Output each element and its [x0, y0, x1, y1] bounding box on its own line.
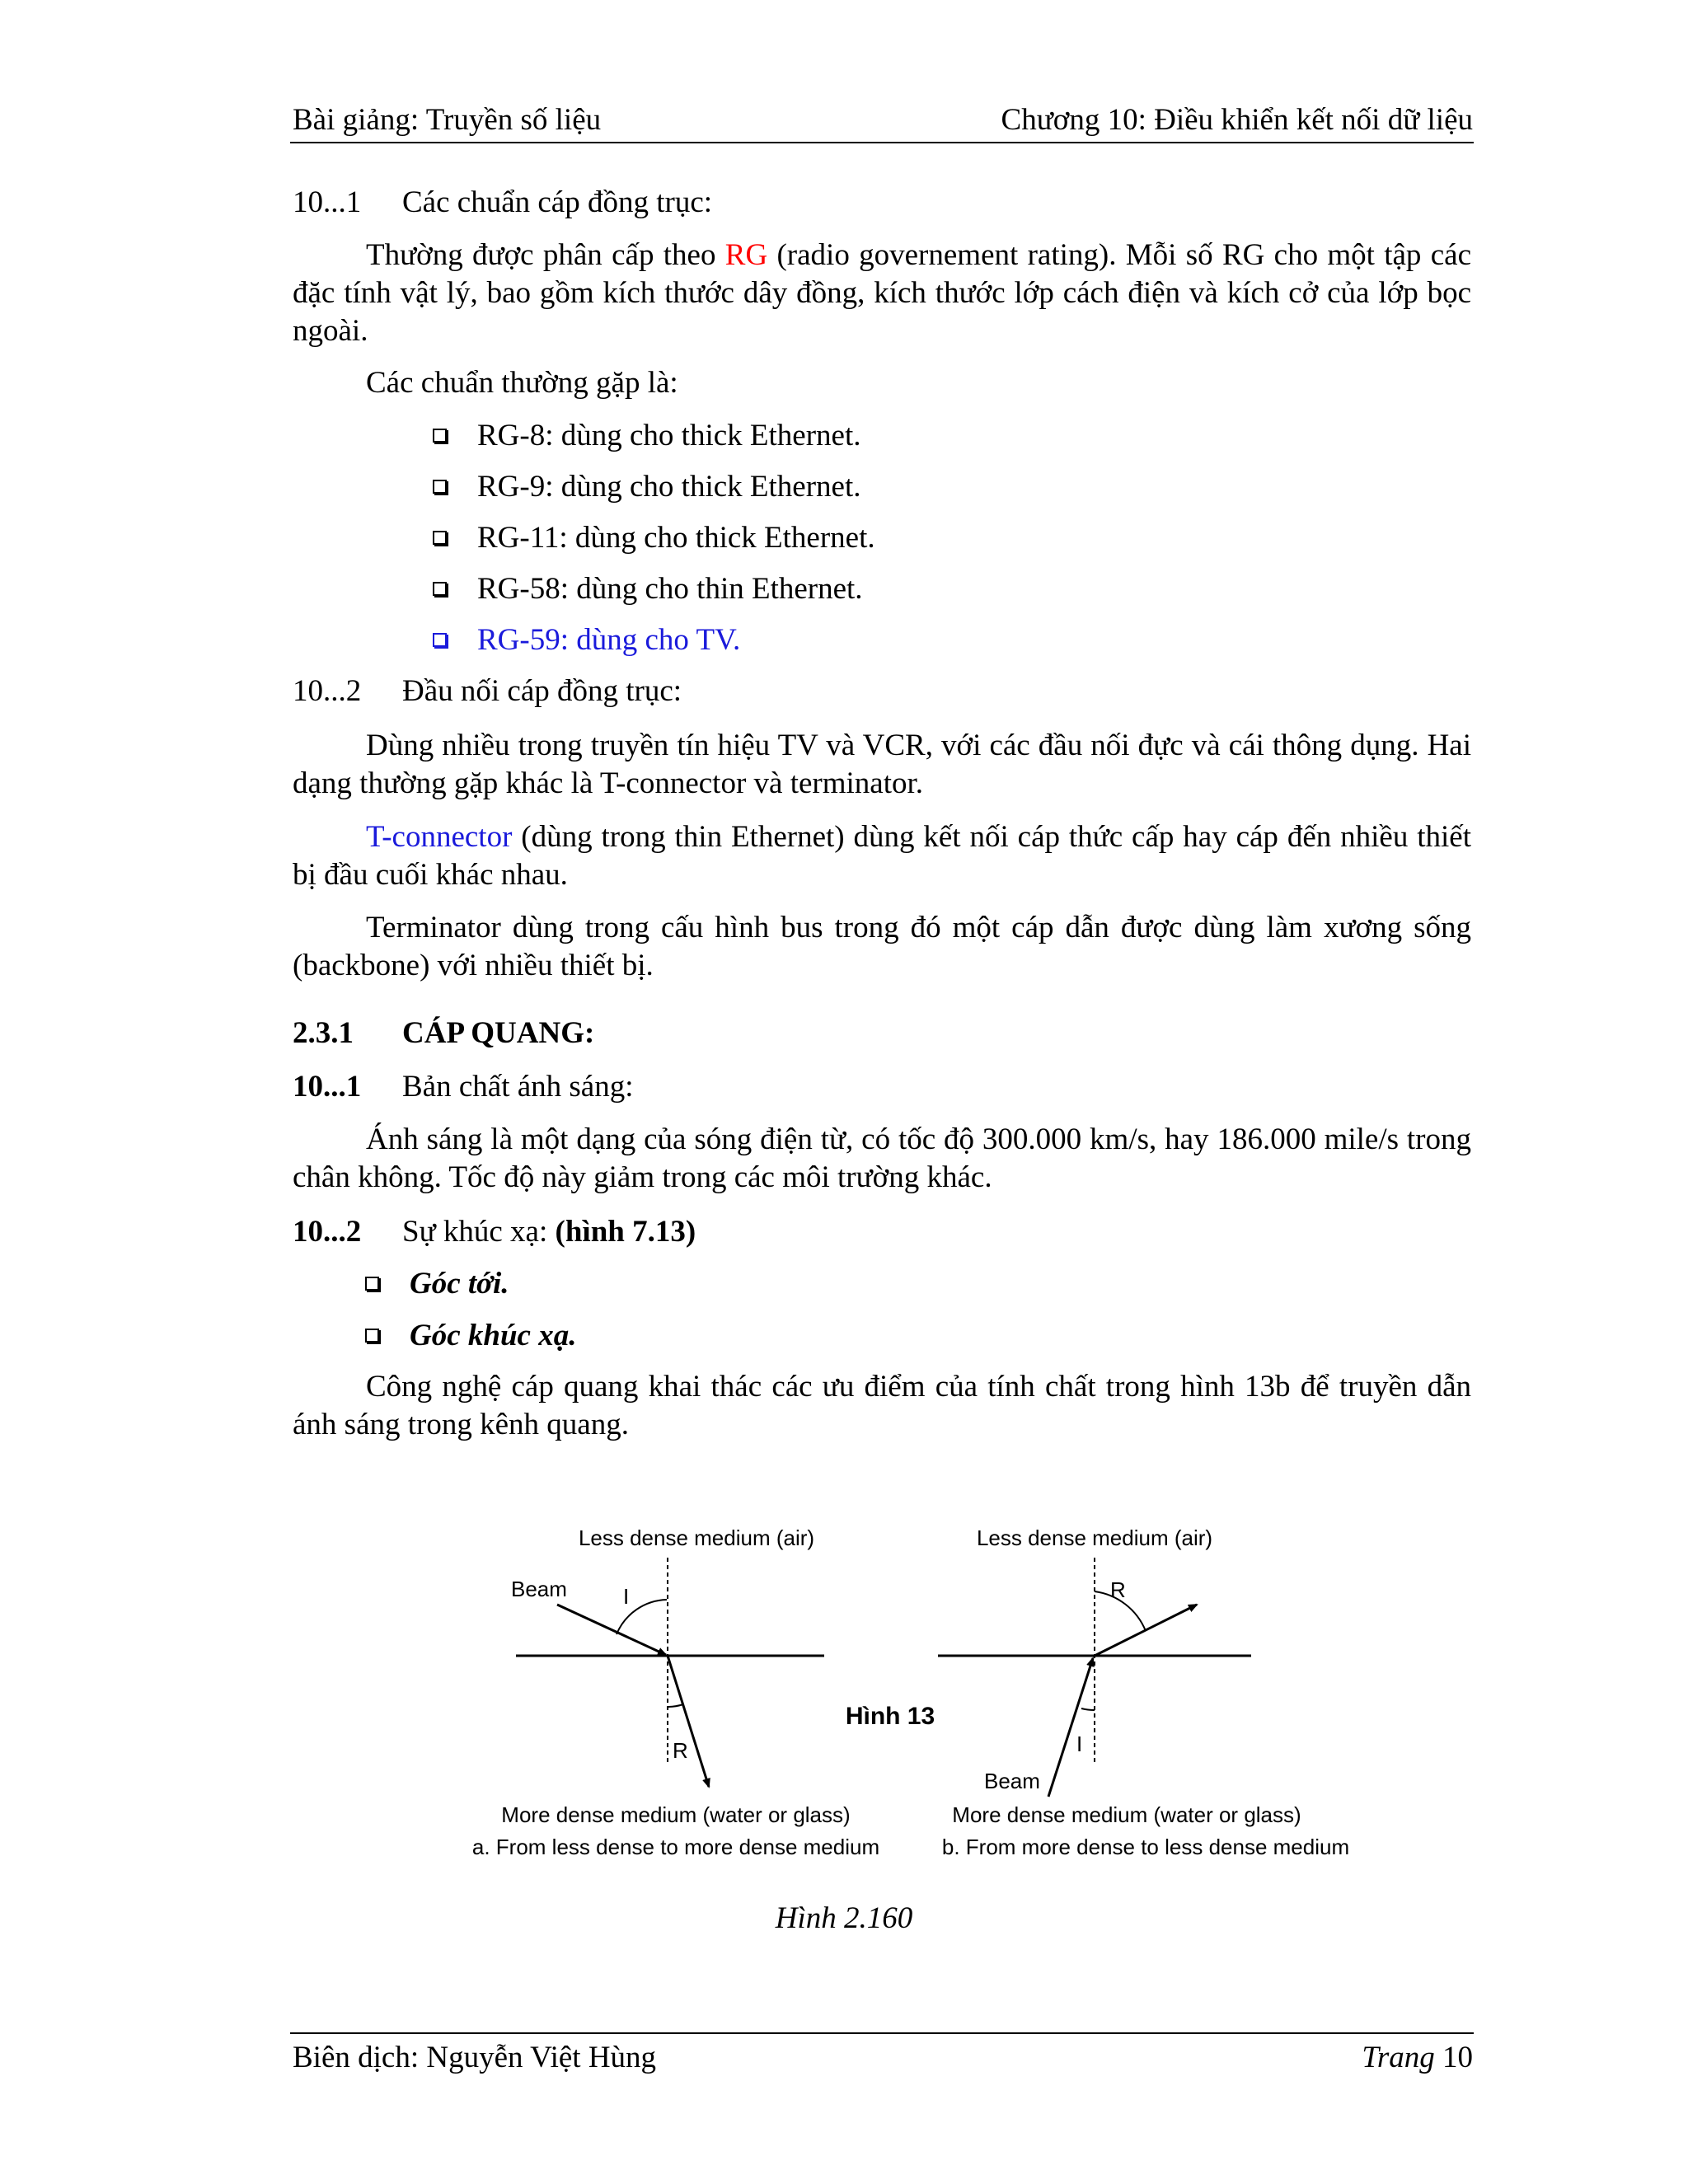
panel-b-caption: b. From more dense to less dense medium	[941, 1835, 1350, 1859]
heading-text: CÁP QUANG:	[402, 1016, 595, 1050]
panel-b-top-label: Less dense medium (air)	[976, 1526, 1213, 1550]
heading-text: Bản chất ánh sáng:	[402, 1070, 634, 1104]
list-item-rg8	[433, 417, 860, 455]
checkbox-bullet-icon	[433, 633, 447, 647]
checkbox-bullet-icon	[433, 429, 447, 443]
panel-b-incidence-arc	[1081, 1708, 1095, 1710]
panel-a-less-to-more-dense	[472, 1526, 879, 1859]
list-item-text: RG-9: dùng cho thick Ethernet.	[477, 470, 861, 504]
list-item-text: Góc tới.	[410, 1267, 509, 1301]
checkbox-bullet-icon	[433, 531, 447, 545]
list-item-text: RG-8: dùng cho thick Ethernet.	[477, 419, 861, 452]
heading-fiber-optic	[293, 1015, 1471, 1052]
checkbox-bullet-icon	[365, 1277, 379, 1291]
panel-b-bottom-label: More dense medium (water or glass)	[952, 1802, 1301, 1827]
heading-number: 2.3.1	[293, 1016, 354, 1050]
panel-a-refraction-label: R	[673, 1738, 688, 1763]
list-item-text: RG-58: dùng cho thin Ethernet.	[477, 572, 863, 606]
list-item-rg9	[433, 468, 860, 506]
heading-text: Sự khúc xạ:	[402, 1215, 556, 1249]
panel-a-bottom-label: More dense medium (water or glass)	[501, 1802, 851, 1827]
heading-text: Các chuẩn cáp đồng trục:	[402, 185, 713, 219]
text: (radio governement rating). Mỗi số RG cho một tập các đặc tính vật lý, bao gồm kích thước dây đồng, kích thước lớp cách điện và kích cở của lớp bọc ngoài.	[293, 238, 1472, 348]
heading-nature-of-light	[293, 1068, 1471, 1106]
refraction-diagram	[412, 1508, 1368, 1871]
t-connector-link: T-connector	[366, 820, 513, 854]
paragraph-light: Ánh sáng là một dạng của sóng điện từ, có tốc độ 300.000 km/s, hay 186.000 mile/s trong chân không. Tốc độ này giảm trong các môi trường khác.	[293, 1122, 1471, 1194]
paragraph-rg-rating	[293, 237, 1471, 350]
figure-reference: (hình 7.13)	[555, 1215, 696, 1249]
text: Thường được phân cấp theo	[366, 238, 725, 272]
panel-b-incident-beam	[1048, 1658, 1093, 1797]
heading-refraction	[293, 1213, 1471, 1251]
paragraph-connectors: Dùng nhiều trong truyền tín hiệu TV và VCR, với các đầu nối đực và cái thông dụng. Hai dạng thường gặp khác là T-connector và terminator.	[293, 729, 1471, 800]
text: (dùng trong thin Ethernet) dùng kết nối cáp thức cấp hay cáp đến nhiều thiết bị đầu cuối khác nhau.	[293, 820, 1471, 892]
panel-a-refracted-beam	[668, 1656, 709, 1787]
panel-a-incidence-label: I	[623, 1584, 630, 1609]
panel-a-caption: a. From less dense to more dense medium	[471, 1835, 880, 1859]
panel-a-refraction-arc	[668, 1704, 683, 1707]
paragraph-fiber-tech: Công nghệ cáp quang khai thác các ưu điểm của tính chất trong hình 13b để truyền dẫn ánh sáng trong kênh quang.	[293, 1370, 1471, 1441]
paragraph-common-standards: Các chuẩn thường gặp là:	[366, 366, 678, 400]
list-item-text: RG-59: dùng cho TV.	[477, 623, 741, 657]
panel-a-incident-beam	[557, 1605, 666, 1655]
list-item-rg58	[433, 570, 863, 608]
panel-b-incidence-label: I	[1076, 1732, 1083, 1756]
rg-highlight: RG	[724, 238, 768, 272]
checkbox-bullet-icon	[433, 582, 447, 596]
panel-a-top-label: Less dense medium (air)	[578, 1526, 815, 1550]
list-item-refraction-angle	[365, 1317, 576, 1355]
list-item-incidence-angle	[365, 1265, 509, 1303]
page-number	[1362, 2040, 1473, 2075]
heading-number: 10...1	[293, 1070, 362, 1104]
figure-center-label: Hình 13	[845, 1703, 935, 1730]
header-rule	[290, 142, 1474, 143]
header-chapter-title: Chương 10: Điều khiển kết nối dữ liệu	[1001, 103, 1473, 137]
heading-number: 10...1	[293, 185, 362, 219]
page-label: Trang	[1362, 2041, 1435, 2074]
panel-b-refraction-label: R	[1110, 1577, 1126, 1602]
panel-b-beam-label: Beam	[984, 1769, 1040, 1793]
footer-rule	[290, 2032, 1474, 2034]
paragraph-terminator: Terminator dùng trong cấu hình bus trong đó một cáp dẫn được dùng làm xương sống (backbone) với nhiều thiết bị.	[293, 911, 1471, 982]
heading-text: Đầu nối cáp đồng trục:	[402, 674, 682, 708]
heading-coax-connectors	[293, 673, 1471, 710]
heading-number: 10...2	[293, 674, 362, 708]
heading-number: 10...2	[293, 1215, 362, 1249]
list-item-text: Góc khúc xạ.	[410, 1319, 577, 1352]
heading-coax-standards	[293, 184, 1471, 222]
panel-a-beam-label: Beam	[511, 1577, 567, 1601]
figure-caption: Hình 2.160	[775, 1901, 913, 1935]
list-item-text: RG-11: dùng cho thick Ethernet.	[477, 521, 875, 555]
paragraph-t-connector	[293, 818, 1471, 894]
page-number-value: 10	[1442, 2041, 1473, 2074]
checkbox-bullet-icon	[433, 480, 447, 494]
header-course-title: Bài giảng: Truyền số liệu	[293, 103, 602, 137]
list-item-rg59	[433, 621, 740, 659]
footer-translator: Biên dịch: Nguyễn Việt Hùng	[293, 2041, 657, 2074]
checkbox-bullet-icon	[365, 1329, 379, 1343]
panel-b-more-to-less-dense	[938, 1526, 1349, 1859]
list-item-rg11	[433, 519, 875, 557]
